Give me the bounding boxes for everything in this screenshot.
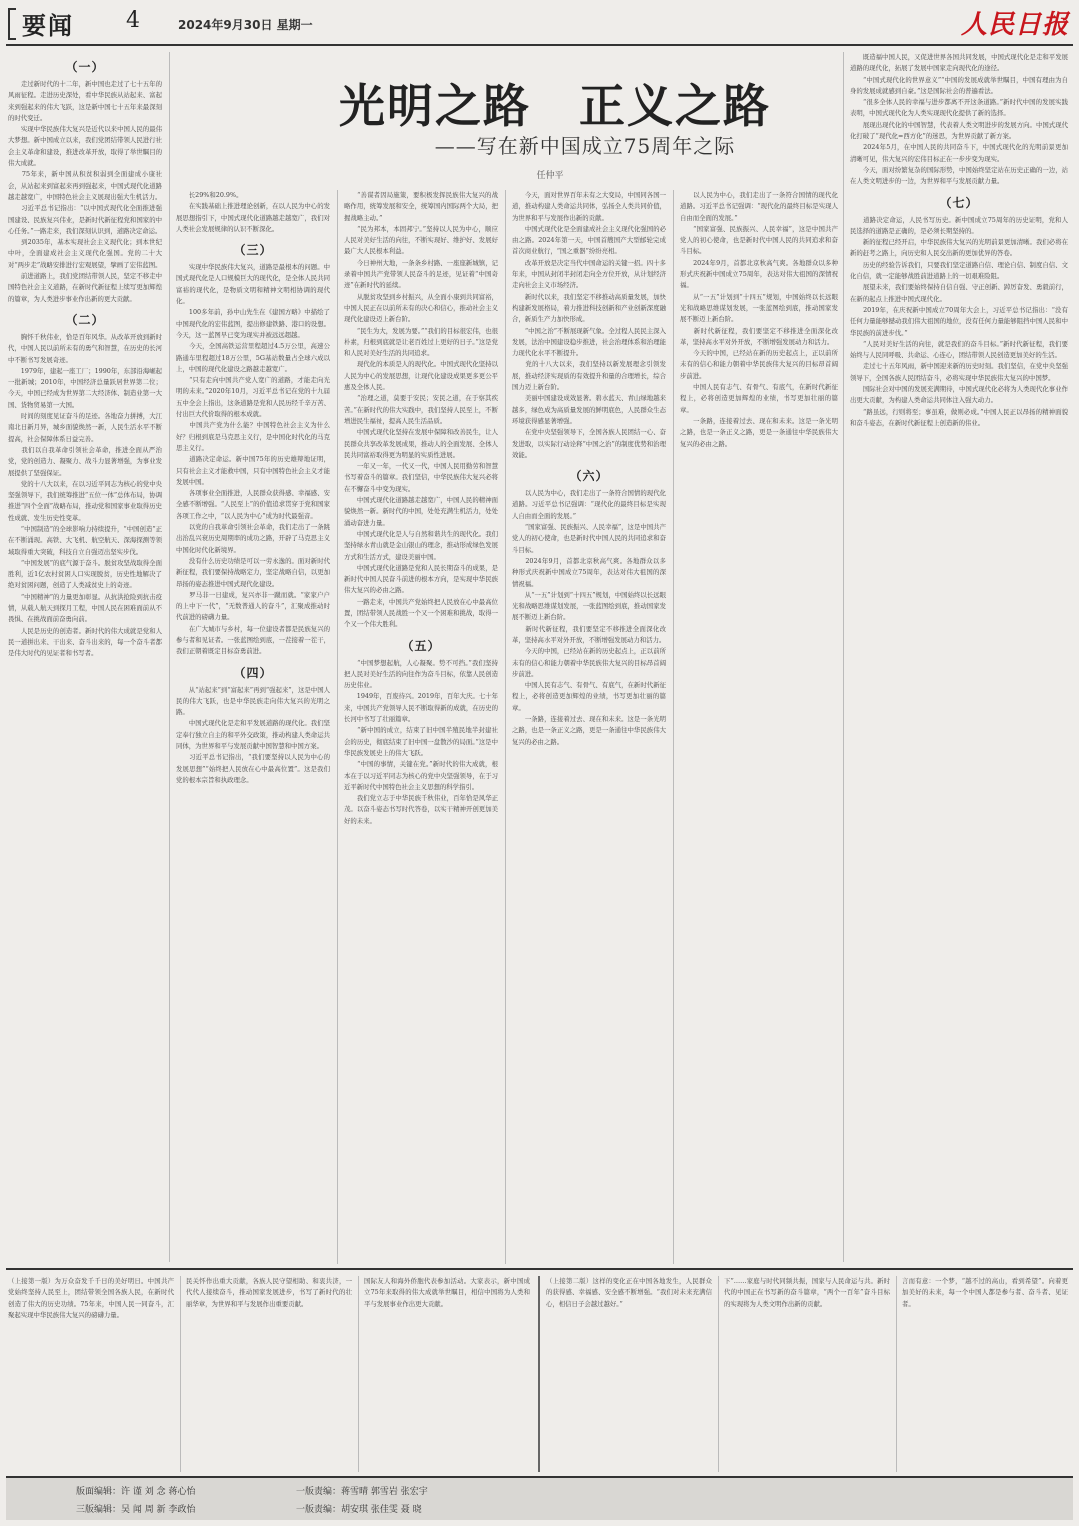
paragraph: 今天，面对纷繁复杂的国际形势，中国始终坚定站在历史正确的一边，站在人类文明进步的一边，为世界和平与发展贡献力量。 [850, 165, 1068, 186]
paragraph: 2024年9月，首都北京秋高气爽。各地群众以多种形式庆祝新中国成立75周年，表达对伟大祖国的深情祝福。 [512, 556, 666, 588]
paragraph: 中国人民有志气、有骨气、有底气，在新时代新征程上，必将创造更加辉煌的业绩，书写更加壮丽的篇章。 [512, 681, 666, 712]
column-4b [680, 190, 838, 1264]
bottom-divider [538, 1276, 540, 1472]
bottom-separator [180, 1276, 181, 1472]
paragraph: 75年来，新中国从积贫积弱到全面建成小康社会，从站起来到富起来再到强起来，中国式现代化道路越走越宽广，中国特色社会主义展现出强大生机活力。 [8, 170, 162, 201]
paragraph: 罗马非一日建成，复兴亦非一蹴而就。“家家户户的上中下一代”，“无数普通人的奋斗”，汇聚成推动时代前进的磅礴力量。 [176, 590, 330, 622]
paragraph: “人民对美好生活的向往，就是我们的奋斗目标。”新时代新征程，我们要始终与人民同呼吸、共命运、心连心，团结带领人民创造更加美好的生活。 [850, 339, 1068, 360]
paragraph: 中国式现代化道路越走越宽广，中国人民的精神面貌焕然一新。新时代的中国，处处充满生机活力，处处涌动奋进力量。 [344, 496, 498, 527]
paragraph: 历史的经验告诉我们，只要我们坚定道路自信、理论自信、制度自信、文化自信，就一定能够战胜前进道路上的一切艰难险阻。 [850, 260, 1068, 281]
paragraph: 新时代以来，我们坚定不移推动高质量发展，加快构建新发展格局，着力推进科技创新和产业创新深度融合，新质生产力加快形成。 [512, 292, 666, 324]
paragraph: 前进道路上，我们党团结带领人民，坚定不移走中国特色社会主义道路，在新时代新征程上续写更加辉煌的篇章，为人类进步事业作出新的更大贡献。 [8, 272, 162, 303]
column-2-text [176, 190, 330, 235]
paragraph: 从脱贫攻坚到乡村振兴，从全面小康到共同富裕，中国人民正在以前所未有的决心和信心，推动社会主义现代化建设迈上新台阶。 [344, 292, 498, 324]
section-marker-1: （一） [65, 60, 105, 74]
issue-date: 2024年9月30日 星期一 [178, 18, 313, 32]
paragraph: 时间的刻度见证奋斗的足迹。各地奋力拼搏，大江南北日新月异，城乡面貌焕然一新，人民生活水平不断提高，社会保障体系日益完善。 [8, 412, 162, 443]
paragraph: 长29%和20.9%。 [176, 191, 243, 199]
paragraph: 到2035年，基本实现社会主义现代化；到本世纪中叶，全面建成社会主义现代化强国。党的二十大对“两步走”战略安排进行宏观展望，擘画了宏伟蓝图。 [8, 238, 162, 269]
column-1b-text [8, 332, 162, 660]
editors-right-2: 一版责编：胡安琪 张佳雯 聂 晓 [296, 1505, 422, 1515]
paragraph: 今天的中国，已经站在新的历史起点上，正以前所未有的信心和能力朝着中华民族伟大复兴的目标昂首阔步前进。 [680, 349, 838, 380]
masthead-logo: 人民日报 [960, 10, 1069, 40]
paragraph: 改革开放是决定当代中国命运的关键一招。四十多年来，中国从封闭半封闭走向全方位开放，从计划经济走向社会主义市场经济。 [512, 258, 666, 290]
paragraph: “国家富强、民族振兴、人民幸福”，这是中国共产党人的初心使命，也是新时代中国人民的共同追求和奋斗目标。 [680, 224, 838, 256]
editors-right-1: 一版责编：蒋雪晴 郭雪岩 张宏宇 [296, 1487, 428, 1497]
column-separator [169, 52, 170, 1262]
paragraph: 既造福中国人民，又促进世界各国共同发展，中国式现代化是走和平发展道路的现代化，拓展了发展中国家走向现代化的途径。 [850, 53, 1068, 73]
column-2b-text [176, 262, 330, 657]
paragraph: 实现中华民族伟大复兴，道路是最根本的问题。中国式现代化是人口规模巨大的现代化，是全体人民共同富裕的现代化，是物质文明和精神文明相协调的现代化。 [176, 263, 330, 306]
paragraph: 人民是历史的创造者。新时代的伟大成就是党和人民一道拼出来、干出来、奋斗出来的，每一个奋斗者都是伟大时代的见证者和书写者。 [8, 626, 162, 658]
paragraph: 美丽中国建设成效显著。碧水蓝天、青山绿地越来越多，绿色成为高质量发展的鲜明底色，人民群众生态环境获得感显著增强。 [512, 394, 666, 425]
paragraph: “新中国的成立，结束了旧中国半殖民地半封建社会的历史，彻底结束了旧中国一盘散沙的局面。”这是中华民族发展史上的伟大飞跃。 [344, 726, 498, 757]
column-separator [843, 52, 844, 1262]
column-3 [344, 190, 498, 1264]
paragraph: 一路走来，中国共产党始终把人民放在心中最高位置，团结带领人民战胜一个又一个困难和挑战，取得一个又一个伟大胜利。 [344, 597, 498, 629]
paragraph: 国际社会对中国的发展充满期待，中国式现代化必将为人类现代化事业作出更大贡献，为构建人类命运共同体注入强大动力。 [850, 385, 1068, 405]
bottom-column-1 [8, 1276, 174, 1474]
paragraph: 一年又一年，一代又一代，中国人民用勤劳和智慧书写着奋斗的篇章。我们坚信，中华民族伟大复兴必将在不懈奋斗中变为现实。 [344, 462, 498, 493]
paragraph: 走过七十五年风雨，新中国迎来新的历史时刻。我们坚信，在党中央坚强领导下，全国各族人民团结奋斗，必将实现中华民族伟大复兴的中国梦。 [850, 362, 1068, 382]
article-title: 光明之路 正义之路 [339, 79, 771, 133]
paragraph: 中国式现代化道路是党和人民长期奋斗的成果，是新时代中国人民奋斗前进的根本方向，是实现中华民族伟大复兴的必由之路。 [344, 563, 498, 595]
section-bracket [8, 8, 16, 40]
bottom-separator [358, 1276, 359, 1472]
bottom-text-2: 民关怀作出重大贡献，各族人民守望相助、和衷共济，一代代人接续奋斗，推动国家发展进步，书写了新时代的壮丽华章，为世界和平与发展作出重要贡献。 [186, 1277, 352, 1308]
column-3b-text [344, 658, 498, 827]
column-4 [512, 190, 666, 1264]
header-rule [6, 44, 1073, 46]
column-separator [505, 190, 506, 1264]
column-extra-text [680, 190, 838, 450]
paragraph: 今日神州大地，一条条乡村路、一座座新城镇，记录着中国共产党带领人民奋斗的足迹，见证着“中国奇迹”在新时代的延续。 [344, 258, 498, 290]
paragraph: 习近平总书记指出：“以中国式现代化全面推进强国建设、民族复兴伟业，是新时代新征程党和国家的中心任务。”一路走来，我们深刻认识到，道路决定命运。 [8, 204, 162, 235]
column-2c-text [176, 685, 330, 787]
paragraph: 各项事业全面推进，人民群众获得感、幸福感、安全感不断增强。“人民至上”的价值追求贯穿于党和国家各项工作之中，“以人民为中心”成为时代最强音。 [176, 489, 330, 520]
paragraph: 道路决定命运。新中国75年的历史雄辩地证明，只有社会主义才能救中国，只有中国特色社会主义才能发展中国。 [176, 455, 330, 486]
bottom-separator [896, 1276, 897, 1472]
editors-left-2: 三版编辑：吴 闻 周 新 李政怡 [76, 1505, 196, 1515]
paragraph: “中国式现代化的世界意义”“中国的发展成就举世瞩目，中国有理由为自身的发展成就感到自豪。”这是国际社会的普遍看法。 [850, 75, 1068, 95]
article-byline: 任仲平 [536, 171, 564, 181]
paragraph: 新时代新征程，我们要坚定不移推进全面深化改革，坚持高水平对外开放，不断增强发展动力和活力。 [680, 326, 838, 346]
section-marker-5: （五） [401, 638, 441, 653]
paragraph: 中国式现代化坚持在发展中保障和改善民生，让人民群众共享改革发展成果，推动人的全面发展、全体人民共同富裕取得更为明显的实质性进展。 [344, 428, 498, 459]
section-marker-7: （七） [939, 195, 979, 210]
section-marker-2: （二） [65, 312, 105, 327]
paragraph: “中国发展”的底气源于奋斗。脱贫攻坚战取得全面胜利，近1亿农村贫困人口实现脱贫，历史性地解决了绝对贫困问题，创造了人类减贫史上的奇迹。 [8, 558, 162, 590]
paragraph: 一条路，连接着过去、现在和未来。这是一条光明之路，也是一条正义之路，更是一条通往中华民族伟大复兴的必由之路。 [680, 416, 838, 448]
column-separator [337, 190, 338, 1264]
paragraph: “很多全体人民的幸福与进步都离不开这条道路。”新时代中国的发展实践表明，中国式现代化为人类实现现代化提供了新的选择。 [850, 98, 1068, 118]
bottom-column-4 [546, 1276, 712, 1474]
paragraph: 一条路，连接着过去、现在和未来。这是一条光明之路，也是一条正义之路，更是一条通往中华民族伟大复兴的必由之路。 [512, 715, 666, 746]
paragraph: “中国的事情，关键在党。”新时代的伟大成就，根本在于以习近平同志为核心的党中央坚强领导，在于习近平新时代中国特色社会主义思想的科学指引。 [344, 760, 498, 791]
column-5b-text [850, 215, 1068, 430]
column-3-text [344, 190, 498, 631]
paragraph: 中国共产党为什么能？中国特色社会主义为什么好？归根到底是马克思主义行，是中国化时代化的马克思主义行。 [176, 421, 330, 452]
footer-rule [6, 1476, 1073, 1478]
column-1 [8, 52, 162, 1264]
paragraph: 中国式现代化是走和平发展道路的现代化。我们坚定奉行独立自主的和平外交政策，推动构建人类命运共同体，为世界和平与发展贡献中国智慧和中国方案。 [176, 719, 330, 751]
paragraph: 道路决定命运，人民书写历史。新中国成立75周年的历史证明，党和人民选择的道路是正确的，是必须长期坚持的。 [850, 215, 1068, 235]
paragraph: “民为邦本，本固邦宁。”坚持以人民为中心，顺应人民对美好生活的向往，不断实现好、维护好、发展好最广大人民根本利益。 [344, 224, 498, 256]
paragraph: 党的十八大以来，我们坚持以新发展理念引领发展，推动经济实现质的有效提升和量的合理增长，综合国力迈上新台阶。 [512, 360, 666, 392]
bottom-column-2 [186, 1276, 352, 1474]
paragraph: “中国梦想起航，人心凝聚。势不可挡。”我们坚持把人民对美好生活的向往作为奋斗目标，依靠人民创造历史伟业。 [344, 658, 498, 690]
bottom-separator [718, 1276, 719, 1472]
paragraph: 以人民为中心，我们走出了一条符合国情的现代化道路。习近平总书记强调：“现代化的最终目标是实现人自由而全面的发展。” [512, 489, 666, 520]
paragraph: 实现中华民族伟大复兴是近代以来中国人民的最伟大梦想。新中国成立以来，我们党团结带领人民进行社会主义革命和建设，推进改革开放，取得了举世瞩目的伟大成就。 [8, 125, 162, 168]
paragraph: 新的征程已经开启，中华民族伟大复兴的光明前景更加清晰。我们必将在新的赶考之路上，向历史和人民交出新的更加优异的答卷。 [850, 238, 1068, 258]
paragraph: “中国之治”不断展现新气象。全过程人民民主深入发展，法治中国建设稳步推进，社会治理体系和治理能力现代化水平不断提升。 [512, 326, 666, 358]
paragraph: 1949年，百废待兴。2019年，百年大庆。七十年来，中国共产党领导人民不断取得新的成就，在历史的长河中书写了壮丽篇章。 [344, 692, 498, 724]
paragraph: 胸怀千秋伟业，恰是百年风华。从改革开放到新时代，中国人民以前所未有的勇气和智慧，在历史的长河中不断书写发展奇迹。 [8, 332, 162, 364]
page-footer [6, 1476, 1073, 1520]
bottom-text-1: （上接第一版）为万众奋发千千日的美好明日。中国共产党始终坚持人民至上，团结带领全国各族人民，在新时代创造了伟大的历史功绩。75年来，中国人民一同奋斗，汇聚起实现中华民族伟大复兴的磅礴力量。 [8, 1277, 174, 1319]
bottom-column-5 [724, 1276, 890, 1474]
paragraph: 习近平总书记指出，“我们要坚持以人民为中心的发展思想”“始终把人民放在心中最高位置”。这是我们党的根本宗旨和执政理念。 [176, 753, 330, 784]
paragraph: “中国精神”的力量更加彰显。从抗洪抢险到抗击疫情，从载人航天到探月工程，中国人民在困难面前从不畏惧、在挑战面前奋勇向前。 [8, 592, 162, 624]
paragraph: “中国制造”的全球影响力持续提升，“中国创造”正在不断涌现。高铁、大飞机、航空航天、深海探测等领域取得重大突破，科技自立自强迈出坚实步伐。 [8, 524, 162, 556]
paragraph: 从“站起来”到“富起来”再到“强起来”，这是中国人民的伟大飞跃，也是中华民族走向伟大复兴的光明之路。 [176, 685, 330, 717]
paragraph: “国家富强、民族振兴、人民幸福”，这是中国共产党人的初心使命，也是新时代中国人民的共同追求和奋斗目标。 [512, 523, 666, 554]
bottom-rule [6, 1268, 1073, 1270]
editors-left-1: 版面编辑：许 谨 刘 念 蒋心怡 [76, 1487, 196, 1497]
paragraph: 中国人民有志气、有骨气、有底气，在新时代新征程上，必将创造更加辉煌的业绩，书写更加壮丽的篇章。 [680, 383, 838, 414]
bottom-text-6: 言而有意：一个梦，“越不过的高山，看到希望”。向着更加美好的未来，每一个中国人都是参与者、奋斗者、见证者。 [902, 1277, 1068, 1308]
paragraph: 100多年前，孙中山先生在《建国方略》中描绘了中国现代化的宏伟蓝图，提出修建铁路、港口的设想。今天，这一蓝图早已变为现实并被远远超越。 [176, 308, 330, 339]
page-number: 4 [126, 8, 140, 33]
paragraph: “治理之道，莫要于安民；安民之道，在于察其疾苦。”在新时代的伟大实践中，我们坚持人民至上，不断增进民生福祉，提高人民生活品质。 [344, 394, 498, 425]
paragraph: 新时代新征程，我们要坚定不移推进全面深化改革，坚持高水平对外开放，不断增强发展动力和活力。 [512, 624, 666, 644]
paragraph: 中国式现代化是全面建成社会主义现代化强国的必由之路。2024年第一天，中国首艘国产大型邮轮完成首次商业航行，“国之重器”纷纷亮相。 [512, 224, 666, 256]
section-marker-6: （六） [569, 469, 609, 484]
paragraph: 中国式现代化是人与自然和谐共生的现代化。我们坚持绿水青山就是金山银山的理念，推动形成绿色发展方式和生活方式，建设美丽中国。 [344, 529, 498, 561]
bottom-column-6 [902, 1276, 1068, 1474]
bottom-column-3 [364, 1276, 530, 1474]
paragraph: 2024年9月，首都北京秋高气爽。各地群众以多种形式庆祝新中国成立75周年，表达对伟大祖国的深情祝福。 [680, 258, 838, 290]
section-marker-4: （四） [233, 665, 273, 680]
section-marker-3: （三） [233, 243, 273, 258]
paragraph: 现代化的本质是人的现代化。中国式现代化坚持以人民为中心的发展思想，让现代化建设成果更多更公平惠及全体人民。 [344, 360, 498, 392]
paragraph: “路虽远，行则将至；事虽难，做则必成。”中国人民正以昂扬的精神面貌和奋斗姿态，在新时代新征程上创造新的伟业。 [850, 407, 1068, 427]
article-subtitle: ——写在新中国成立75周年之际 [434, 134, 736, 158]
column-1-text [8, 79, 162, 305]
paragraph: 展望未来，我们要始终保持自信自强、守正创新、踔厉奋发、勇毅前行，在新的起点上推进中国式现代化。 [850, 283, 1068, 303]
paragraph: 党的十八大以来，在以习近平同志为核心的党中央坚强领导下，我们统筹推进“五位一体”总体布局，协调推进“四个全面”战略布局，推动党和国家事业取得历史性成就、发生历史性变革。 [8, 479, 162, 522]
column-4-text [512, 190, 666, 461]
paragraph: 没有什么历史功绩是可以一劳永逸的。面对新时代新征程，我们要保持战略定力，坚定战略自信，以更加昂扬的姿态推进中国式现代化建设。 [176, 556, 330, 588]
column-2 [176, 190, 330, 1264]
paragraph: 在广大城市与乡村，每一位建设者都是民族复兴的参与者和见证者。一张蓝图绘到底，一茬接着一茬干，我们正朝着既定目标奋勇前进。 [176, 624, 330, 656]
page-header [6, 4, 1073, 44]
paragraph: 以人民为中心，我们走出了一条符合国情的现代化道路。习近平总书记强调：“现代化的最终目标是实现人自由而全面的发展。” [680, 191, 838, 222]
paragraph: 1979年，建起一座工厂；1990年，东部沿海崛起一批新城；2010年，中国经济总量跃居世界第二位；今天，中国已经成为世界第二大经济体、制造业第一大国、货物贸易第一大国。 [8, 366, 162, 409]
paragraph: 以党的自我革命引领社会革命，我们走出了一条跳出治乱兴衰历史周期率的成功之路，开辟了马克思主义中国化时代化新境界。 [176, 523, 330, 554]
paragraph: 走过新时代的十二年，新中国也走过了七十五年的风雨征程。走进历史深处，看中华民族从站起来、富起来到强起来的伟大飞跃，这是新中国七十五年来最深刻的时代变迁。 [8, 80, 162, 122]
paragraph: 在实践基础上推进理论创新，在以人民为中心的发展思想指引下，中国式现代化道路越走越宽广，我们对人类社会发展规律的认识不断深化。 [176, 202, 330, 233]
paragraph: 我们党立志于中华民族千秋伟业，百年恰是风华正茂。以奋斗姿态书写时代答卷，以实干精神开创更加美好的未来。 [344, 794, 498, 825]
paragraph: 2024年5月，在中国人民的共同奋斗下，中国式现代化的光明前景更加清晰可见，伟大复兴的宏伟目标正在一步步变为现实。 [850, 143, 1068, 163]
paragraph: “只有走向中国共产党人宽广的道路，才能走向光明的未来。”2020年10月，习近平总书记在党的十九届五中全会上指出，这条道路是党和人民历经千辛万苦、付出巨大代价取得的根本成就。 [176, 376, 330, 419]
paragraph: 2019年，在庆祝新中国成立70周年大会上，习近平总书记指出：“没有任何力量能够撼动我们伟大祖国的地位，没有任何力量能够阻挡中国人民和中华民族的前进步伐。” [850, 305, 1068, 337]
column-5-text [850, 52, 1068, 188]
section-name: 要闻 [22, 11, 74, 40]
paragraph: “善谋者因局施策，要积极发挥民族伟大复兴的战略作用，统筹发展和安全，统筹国内国际两个大局，把握战略主动。” [344, 191, 498, 222]
column-5 [850, 52, 1068, 1264]
paragraph: 我们以自我革命引领社会革命，推进全面从严治党，党的创造力、凝聚力、战斗力显著增强，为事业发展提供了坚强保证。 [8, 445, 162, 477]
bottom-text-4: （上接第二版）这样的变化正在中国各地发生，人民群众的获得感、幸福感、安全感不断增强。“我们对未来充满信心，相信日子会越过越好。” [546, 1277, 712, 1308]
paragraph: “民生为大，发展为要。”“我们的目标很宏伟，也很朴素，归根到底就是让老百姓过上更好的日子。”这是党和人民对美好生活的共同追求。 [344, 326, 498, 358]
column-4b-text [512, 488, 666, 748]
bottom-text-5: 下”……家庭与时代同频共振，国家与人民命运与共。新时代的中国正在书写新的奋斗篇章，“两个一百年”奋斗目标的实现将为人类文明作出新的贡献。 [724, 1277, 890, 1308]
paragraph: 从“一五”计划到“十四五”规划，中国始终以长远眼光和战略思维谋划发展，一张蓝图绘到底，推动国家发展不断迈上新台阶。 [680, 292, 838, 324]
paragraph: 在党中央坚强领导下，全国各族人民团结一心、奋发进取，以实际行动诠释“中国之治”的制度优势和治理效能。 [512, 428, 666, 459]
paragraph: 展现出现代化的中国智慧，代表着人类文明进步的发展方向。中国式现代化打破了“现代化=西方化”的迷思，为世界贡献了新方案。 [850, 120, 1068, 141]
paragraph: 今天，全国高铁运营里程超过4.5万公里，高速公路通车里程超过18万公里，5G基站数量占全球六成以上，中国的现代化建设之路越走越宽广。 [176, 342, 330, 373]
paragraph: 今天的中国，已经站在新的历史起点上，正以前所未有的信心和能力朝着中华民族伟大复兴的目标昂首阔步前进。 [512, 647, 666, 678]
bottom-text-3: 国际友人和海外侨胞代表参加活动。大家表示，新中国成立75年来取得的伟大成就举世瞩目，相信中国将为人类和平与发展事业作出更大贡献。 [364, 1277, 530, 1308]
column-separator [673, 190, 674, 1264]
paragraph: 从“一五”计划到“十四五”规划，中国始终以长远眼光和战略思维谋划发展，一张蓝图绘到底，推动国家发展不断迈上新台阶。 [512, 590, 666, 622]
paragraph: 今天，面对世界百年未有之大变局，中国同各国一道，推动构建人类命运共同体，弘扬全人类共同价值，为世界和平与发展作出新的贡献。 [512, 191, 666, 222]
